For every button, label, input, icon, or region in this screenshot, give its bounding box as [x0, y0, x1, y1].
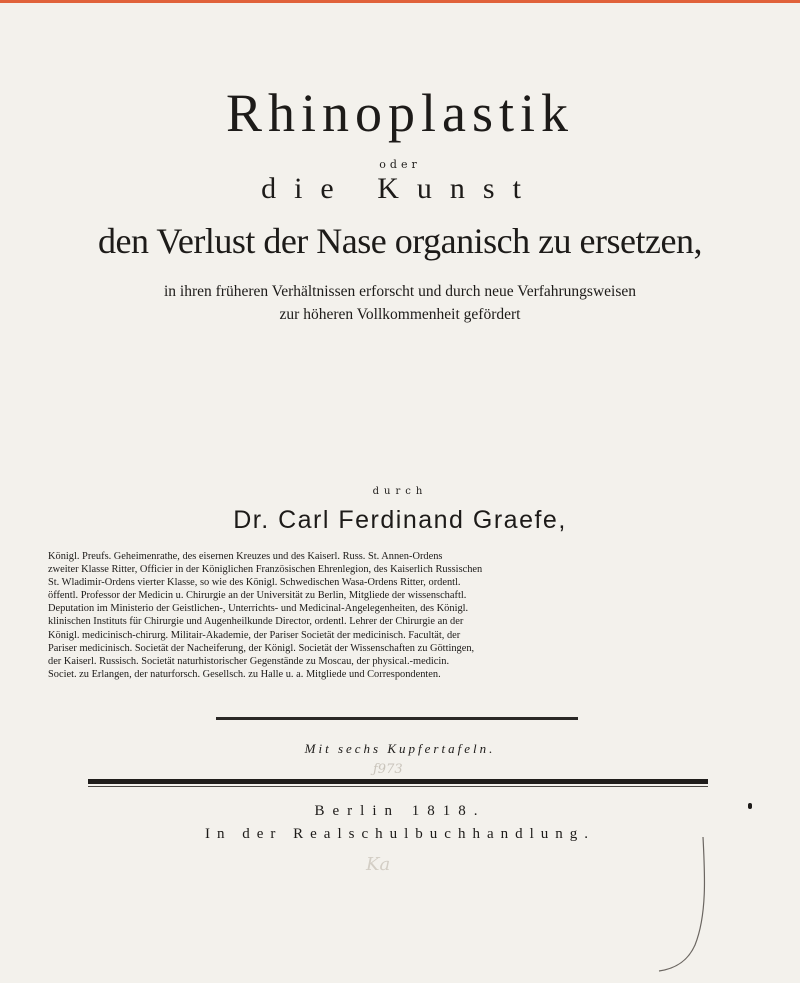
library-stamp: ƒ973	[373, 762, 403, 777]
ink-mark	[748, 803, 752, 809]
double-rule-thick	[88, 779, 708, 784]
description-line-1: in ihren früheren Verhältnissen erforscht und durch neue Verfahrungsweisen	[163, 283, 637, 300]
subtitle-part1: die Kunst	[261, 172, 539, 205]
credential-line: St. Wladimir-Ordens vierter Klasse, so wie des Königl. Schwedischen Wasa-Ordens Ritter, ordentl.	[48, 577, 461, 589]
credential-line: Deputation im Ministerio der Geistlichen-, Unterrichts- und Medicinal-Angelegenheiten, des Königl.	[48, 603, 469, 615]
handwritten-signature: Ka	[366, 854, 391, 875]
by-label: durch	[372, 486, 428, 497]
book-title: Rhinoplastik	[225, 83, 574, 143]
credential-line: zweiter Klasse Ritter, Officier in der Königlichen Französischen Ehrenlegion, des Kaiserlich Russischen	[48, 564, 483, 576]
author-name: Dr. Carl Ferdinand Graefe,	[233, 506, 567, 534]
title-connector: oder	[379, 158, 421, 171]
credential-line: klinischen Instituts für Chirurgie und Augenheilkunde Director, ordentl. Lehrer der Chirurgie an der	[48, 616, 464, 628]
publisher: In der Realschulbuchhandlung.	[204, 826, 596, 842]
credential-line: Societ. zu Erlangen, der naturforsch. Gesellsch. zu Halle u. a. Mitgliede und Correspondenten.	[48, 668, 441, 680]
credential-line: öffentl. Professor der Medicin u. Chirurgie an der Universität zu Berlin, Mitgliede der wissenschaftl.	[48, 590, 467, 602]
credential-line: Pariser medicinisch. Societät der Nacheiferung, der Königl. Societät der Wissenschaften zu Göttingen,	[48, 642, 475, 654]
credential-line: Königl. Preufs. Geheimenrathe, des eisernen Kreuzes und des Kaiserl. Russ. St. Annen-Ordens	[48, 551, 443, 562]
description-line-2: zur höheren Vollkommenheit gefördert	[279, 306, 521, 323]
plates-note: Mit sechs Kupfertafeln.	[304, 741, 496, 756]
divider-rule	[216, 717, 578, 720]
double-rule-thin	[88, 786, 708, 787]
credential-line: Königl. medicinisch-chirurg. Militair-Akademie, der Pariser Societät der medicinisch. Facultät, der	[48, 629, 461, 641]
margin-pencil-mark-icon	[655, 835, 715, 975]
author-credentials	[48, 550, 760, 681]
subtitle-part2: den Verlust der Nase organisch zu ersetzen,	[98, 221, 702, 261]
credential-line: der Kaiserl. Russisch. Societät naturhistorischer Gegenstände zu Moscau, der physical.-medicin.	[48, 655, 450, 667]
place-and-year: Berlin 1818.	[314, 803, 486, 819]
